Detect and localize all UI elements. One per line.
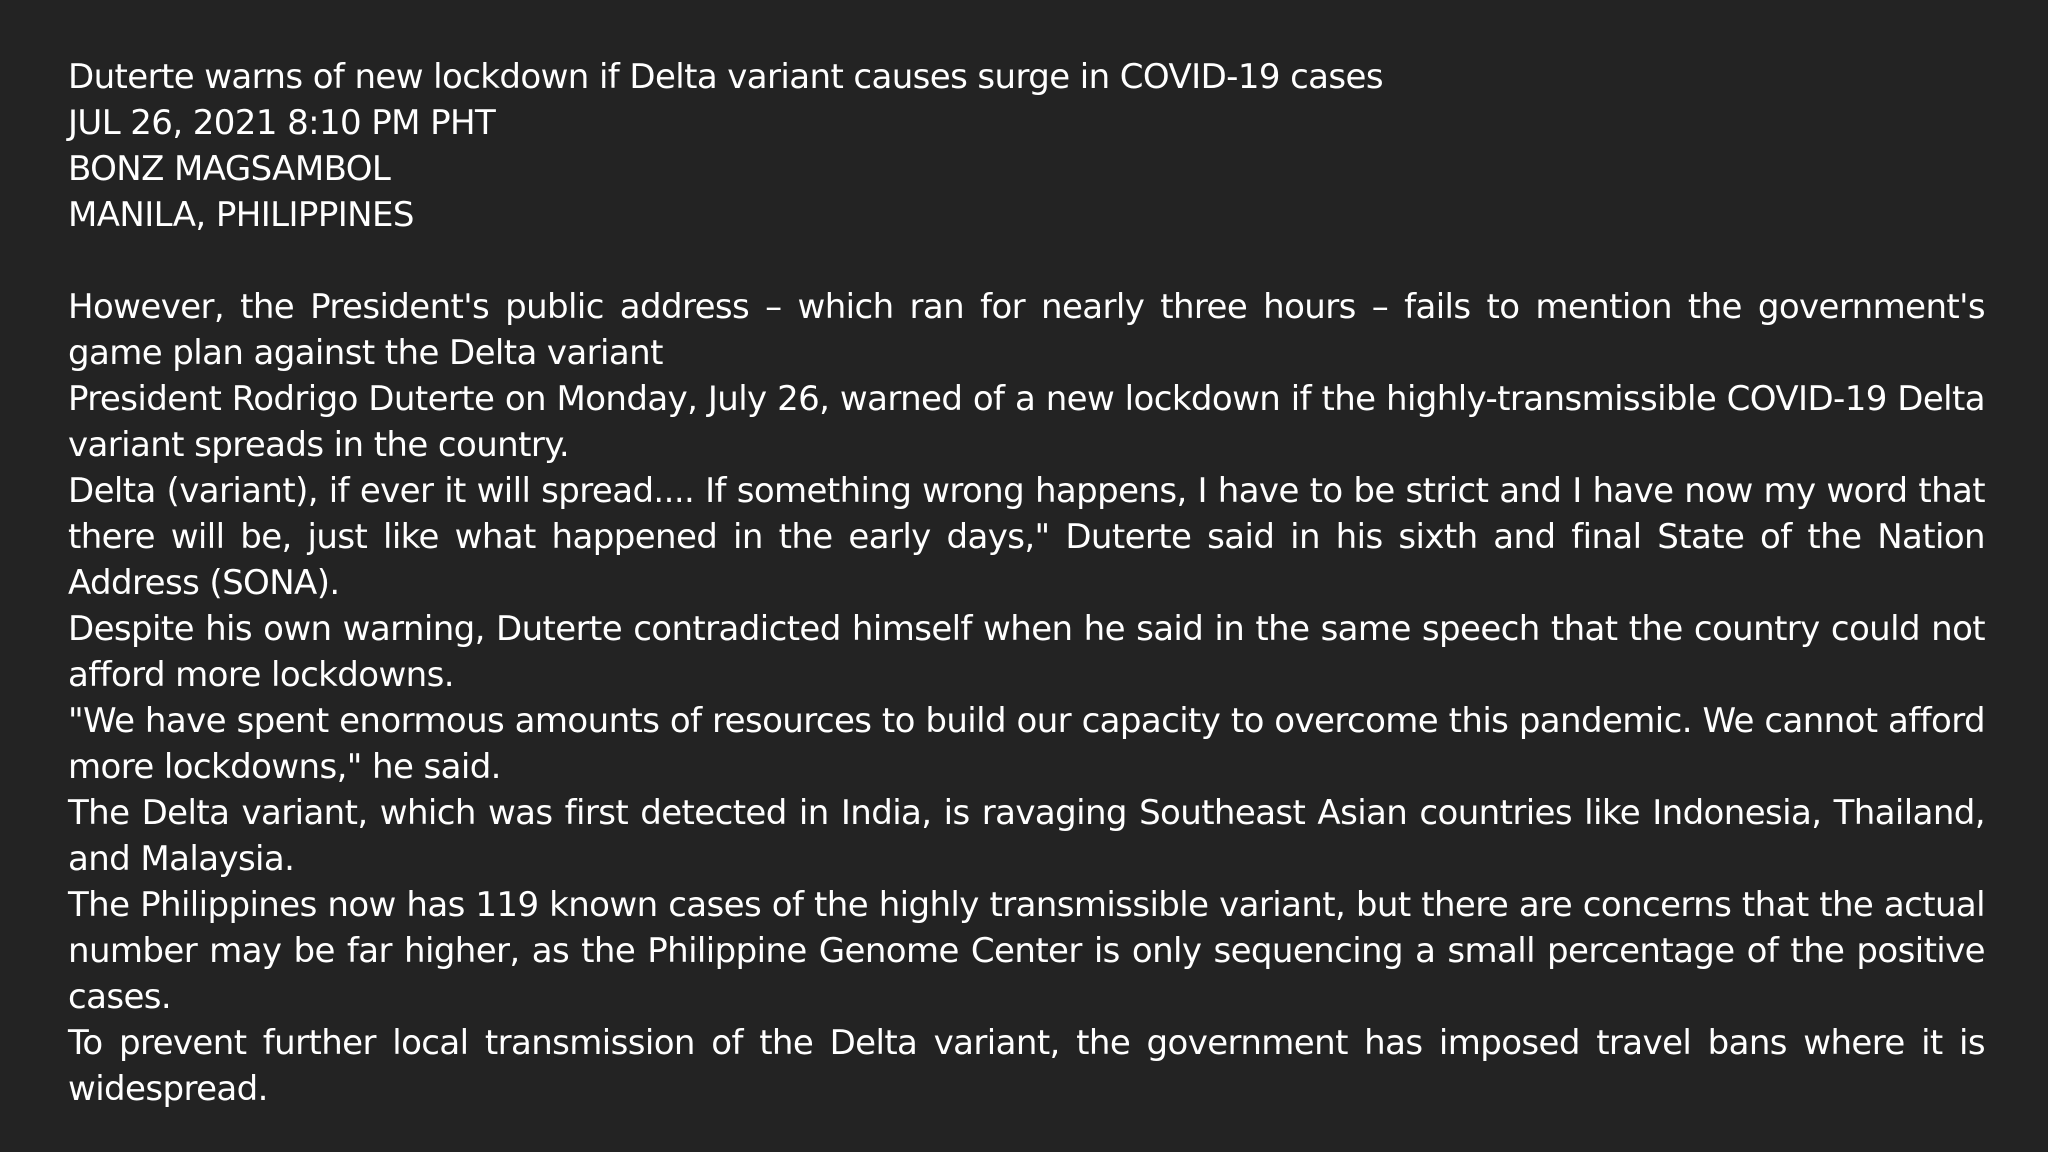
paragraph: Delta (variant), if ever it will spread.... If something wrong happens, I have to be strict and I have now my word that there will be, just like what happened in the early days," Duterte said in his sixth and final State of the Nation Address (SONA). <box>68 471 1985 603</box>
article-author: BONZ MAGSAMBOL <box>68 149 391 189</box>
paragraph: President Rodrigo Duterte on Monday, July 26, warned of a new lockdown if the highly-transmissible COVID-19 Delta variant spreads in the country. <box>68 379 1985 465</box>
article-text <box>68 54 1985 1112</box>
paragraph: The Philippines now has 119 known cases of the highly transmissible variant, but there are concerns that the actual number may be far higher, as the Philippine Genome Center is only sequencing a small percentage of the positive cases. <box>68 885 1985 1017</box>
article-date: JUL 26, 2021 8:10 PM PHT <box>68 103 496 143</box>
paragraph: The Delta variant, which was first detected in India, is ravaging Southeast Asian countries like Indonesia, Thailand, and Malaysia. <box>68 793 1985 879</box>
paragraph-summary: However, the President's public address – which ran for nearly three hours – fails to mention the government's game plan against the Delta variant <box>68 287 1985 373</box>
paragraph: "We have spent enormous amounts of resources to build our capacity to overcome this pandemic. We cannot afford more lockdowns," he said. <box>68 701 1985 787</box>
article-headline: Duterte warns of new lockdown if Delta variant causes surge in COVID-19 cases <box>68 57 1383 97</box>
article-location: MANILA, PHILIPPINES <box>68 195 414 235</box>
paragraph: To prevent further local transmission of the Delta variant, the government has imposed travel bans where it is widespread. <box>68 1023 1985 1109</box>
blank-line <box>68 238 1985 284</box>
paragraph: Despite his own warning, Duterte contradicted himself when he said in the same speech that the country could not afford more lockdowns. <box>68 609 1985 695</box>
